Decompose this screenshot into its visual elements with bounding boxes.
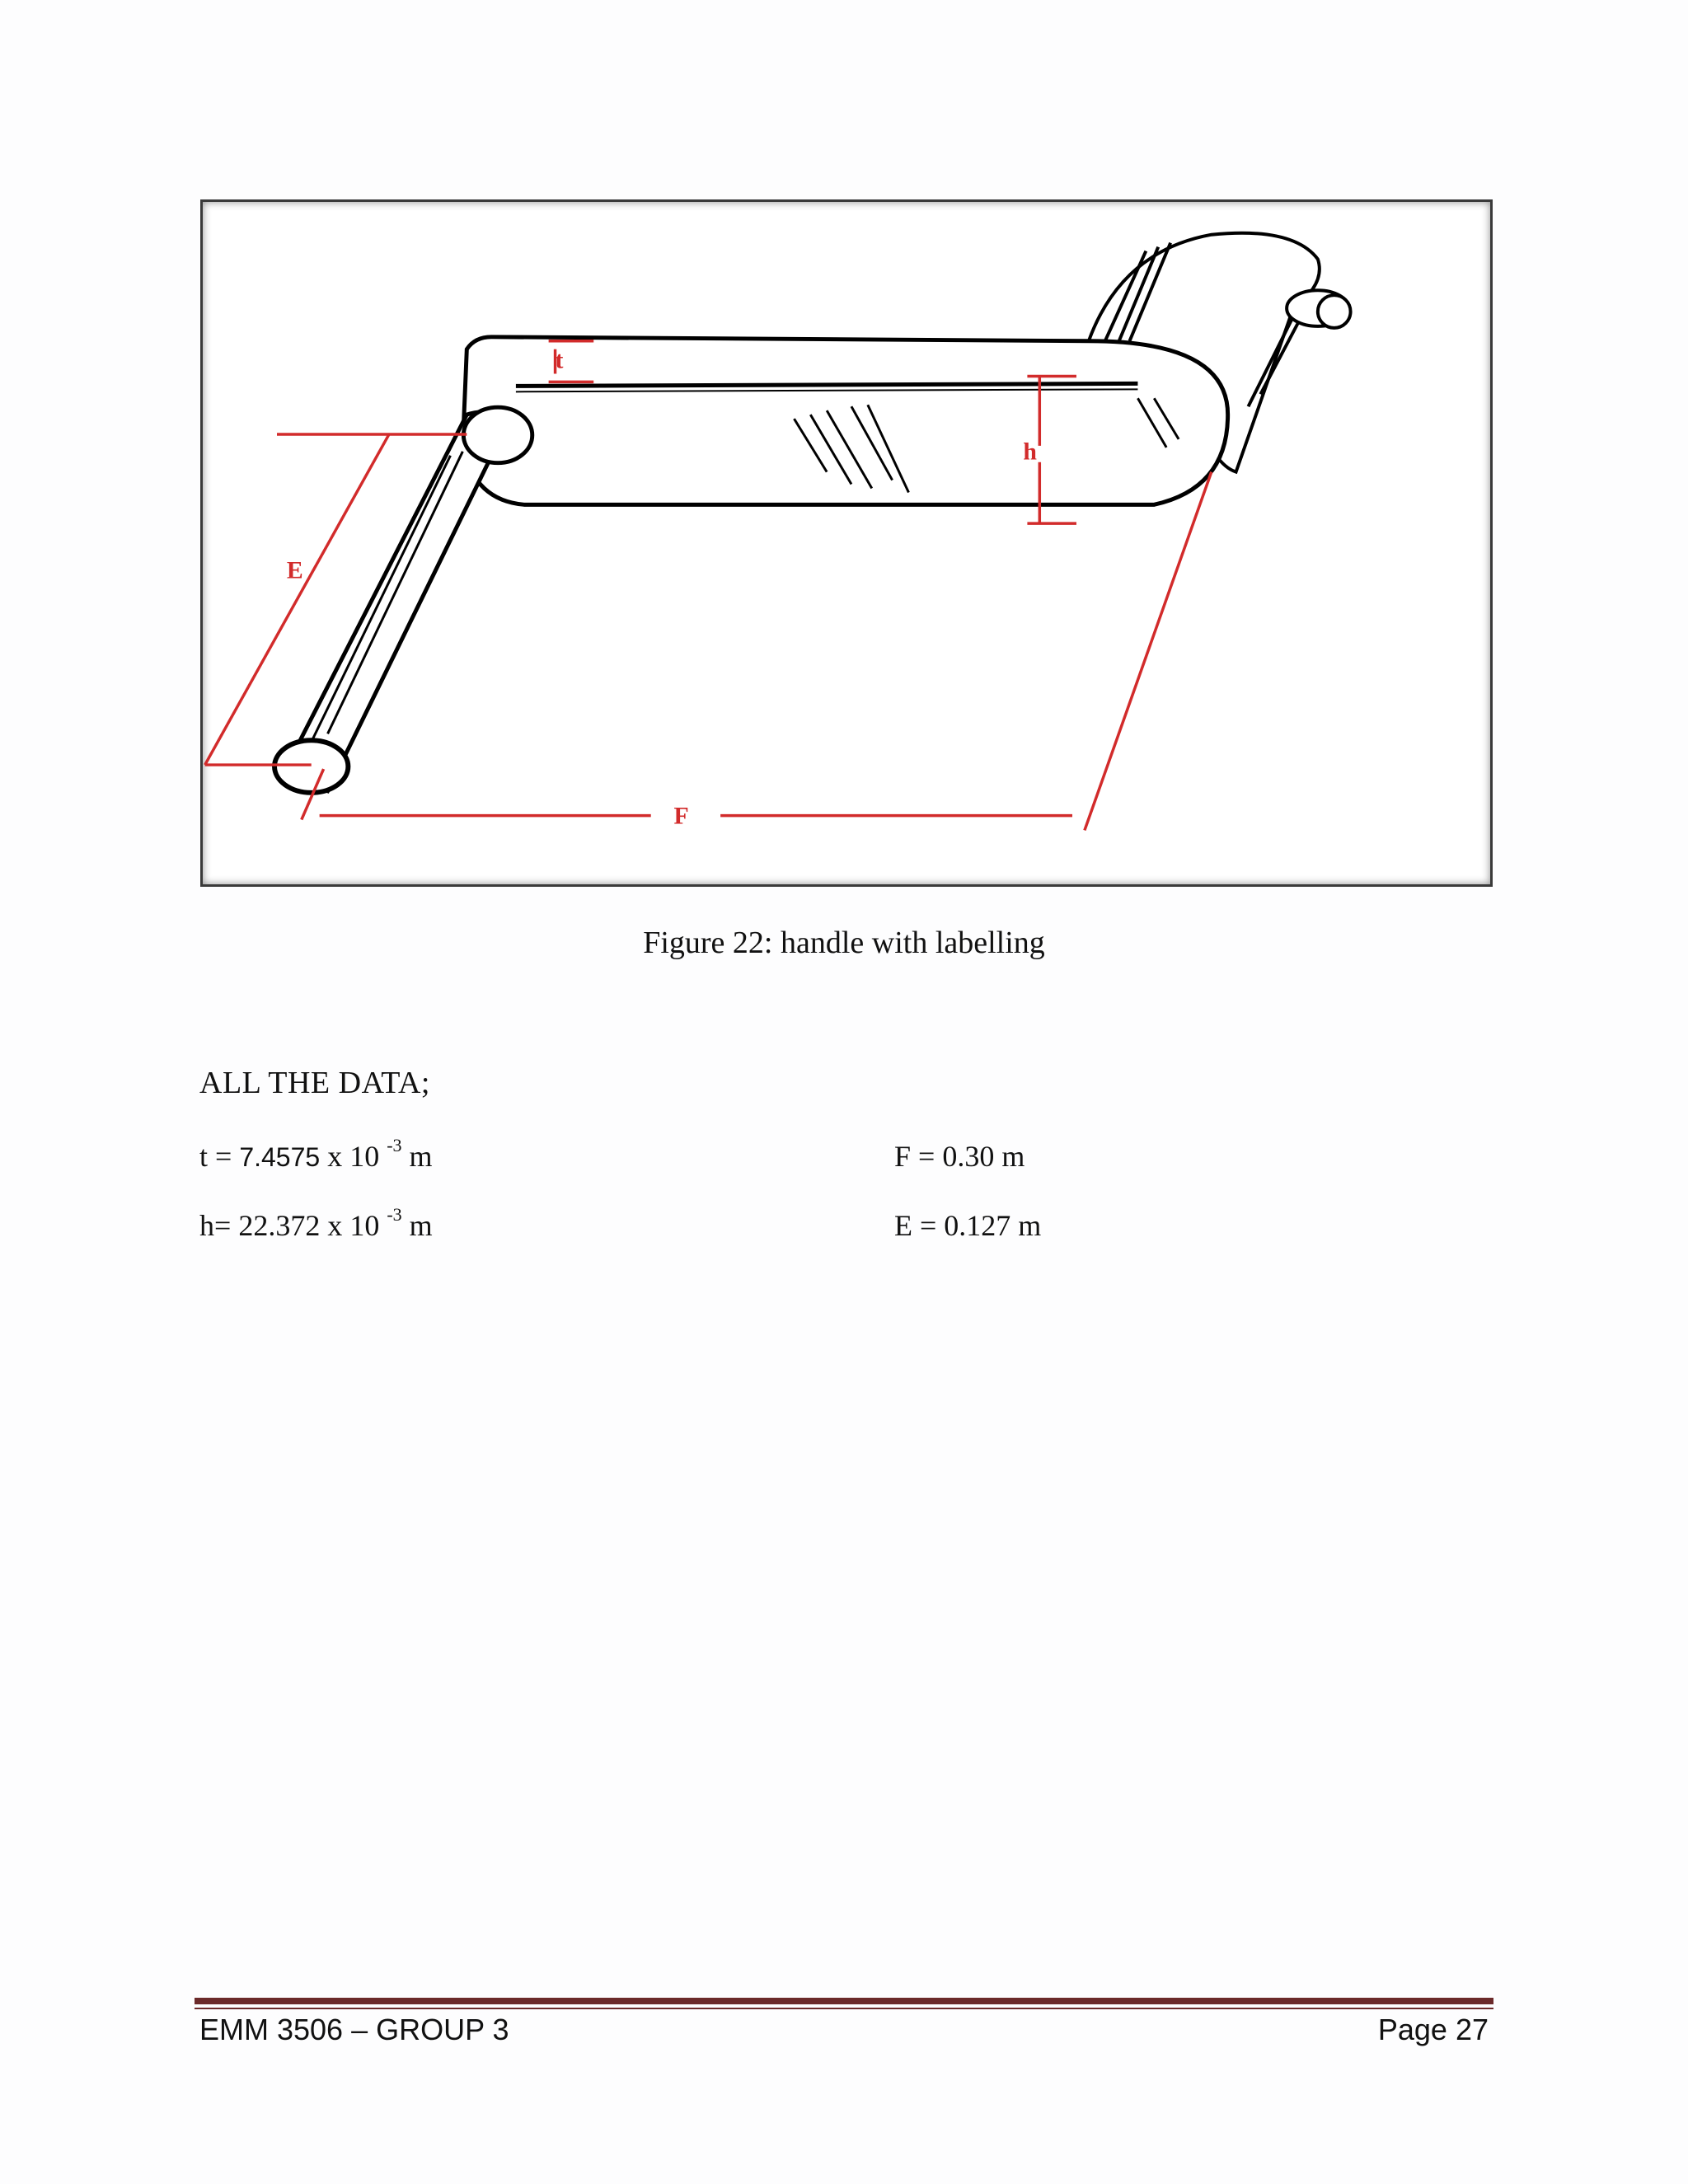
data-t-mid: x 10 — [320, 1140, 387, 1173]
data-item-F: F = 0.30 m — [894, 1140, 1025, 1173]
data-t-unit: m — [401, 1140, 433, 1173]
data-h-exponent: -3 — [387, 1204, 402, 1225]
data-h-mid: x 10 — [320, 1209, 387, 1242]
footer-rule-thin — [195, 2008, 1493, 2009]
handle-arm — [462, 337, 1227, 505]
data-h-unit: m — [401, 1209, 433, 1242]
label-E: E — [286, 556, 303, 584]
grip-end — [274, 740, 348, 793]
footer-course: EMM 3506 – GROUP 3 — [199, 2013, 509, 2046]
data-t-prefix: t = — [199, 1140, 240, 1173]
data-t-number: 7.4575 — [239, 1142, 321, 1172]
label-t: t — [555, 346, 564, 374]
shaft-face — [1318, 295, 1351, 328]
handle-illustration — [203, 202, 1490, 884]
figure-handle-drawing — [200, 199, 1493, 887]
arm-top-edge — [516, 383, 1138, 386]
label-h: h — [1023, 438, 1038, 466]
data-item-h — [199, 1204, 433, 1243]
figure-caption: Figure 22: handle with labelling — [643, 926, 1045, 960]
grip-collar — [463, 407, 532, 463]
data-item-E: E = 0.127 m — [894, 1209, 1042, 1242]
data-t-exponent: -3 — [387, 1135, 402, 1155]
footer-rule — [195, 1998, 1493, 2004]
label-F: F — [673, 802, 689, 830]
data-h-prefix: h= — [199, 1209, 239, 1242]
data-heading: ALL THE DATA; — [199, 1066, 430, 1100]
footer-page-number: Page 27 — [1377, 2013, 1489, 2046]
data-h-number: 22.372 — [238, 1209, 321, 1242]
data-item-t — [199, 1135, 433, 1174]
grip-body — [287, 412, 508, 791]
